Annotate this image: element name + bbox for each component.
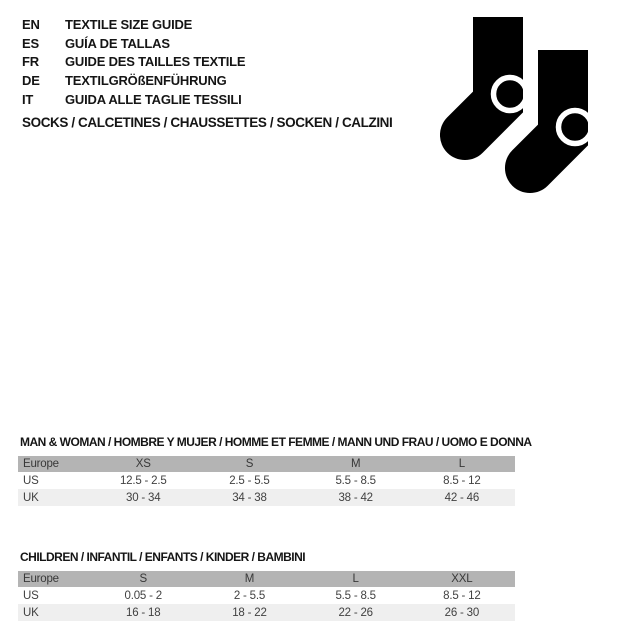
children-size-table — [18, 571, 515, 621]
size-cell: 0.05 - 2 — [124, 589, 162, 602]
children-table-title: CHILDREN / INFANTIL / ENFANTS / KINDER / BAMBINI — [20, 550, 306, 564]
language-row-es — [22, 35, 245, 54]
language-label: GUIDA ALLE TAGLIE TESSILI — [65, 91, 242, 107]
language-code: EN — [22, 17, 40, 32]
size-cell: 26 - 30 — [409, 604, 515, 621]
header-cell-size: L — [409, 456, 515, 472]
region-cell: UK — [18, 604, 90, 621]
language-row-it — [22, 91, 245, 110]
language-label: GUIDE DES TAILLES TEXTILE — [65, 54, 246, 70]
table-row-us — [18, 587, 515, 604]
header-cell-size: XXL — [409, 571, 515, 587]
language-row-fr — [22, 53, 245, 72]
header-cell-size: M — [303, 456, 409, 472]
size-cell: 16 - 18 — [90, 604, 196, 621]
size-cell: 22 - 26 — [303, 604, 409, 621]
language-code: FR — [22, 54, 39, 70]
language-row-en — [22, 16, 245, 35]
language-row-de — [22, 72, 245, 91]
region-cell: US — [23, 474, 39, 487]
size-cell: 8.5 - 12 — [443, 474, 481, 487]
size-cell: 5.5 - 8.5 — [335, 589, 376, 602]
language-label: TEXTILGRÖßENFÜHRUNG — [65, 73, 227, 89]
size-cell: 18 - 22 — [196, 604, 302, 621]
man-woman-table-title: MAN & WOMAN / HOMBRE Y MUJER / HOMME ET FEMME / MANN UND FRAU / UOMO E DONNA — [20, 435, 532, 449]
man-woman-section — [18, 435, 532, 506]
table-header-row — [18, 571, 515, 587]
header-cell-size: M — [196, 571, 302, 587]
socks-icon — [440, 13, 608, 198]
size-cell: 38 - 42 — [303, 489, 409, 506]
language-legend — [22, 16, 245, 110]
table-row-uk — [18, 489, 515, 506]
children-section — [18, 551, 515, 621]
header-cell-region: Europe — [18, 456, 90, 472]
header-cell-region: Europe — [18, 571, 90, 587]
language-label: GUÍA DE TALLAS — [65, 35, 170, 51]
header-cell-size: S — [90, 571, 196, 587]
size-cell: 30 - 34 — [90, 489, 196, 506]
header-cell-size: XS — [90, 456, 196, 472]
table-header-row — [18, 456, 515, 472]
region-cell: US — [23, 589, 39, 602]
region-cell: UK — [18, 489, 90, 506]
size-cell: 2.5 - 5.5 — [229, 474, 270, 487]
size-cell: 8.5 - 12 — [443, 589, 481, 602]
category-title: SOCKS / CALCETINES / CHAUSSETTES / SOCKEN / CALZINI — [22, 115, 393, 130]
header-cell-size: S — [196, 456, 302, 472]
size-cell: 12.5 - 2.5 — [119, 474, 167, 487]
language-code: IT — [22, 91, 34, 107]
size-cell: 5.5 - 8.5 — [335, 474, 376, 487]
language-code: ES — [22, 35, 39, 51]
size-cell: 2 - 5.5 — [233, 589, 266, 602]
size-cell: 42 - 46 — [409, 489, 515, 506]
table-row-us — [18, 472, 515, 489]
table-row-uk — [18, 604, 515, 621]
language-label: TEXTILE SIZE GUIDE — [65, 17, 193, 32]
header-cell-size: L — [303, 571, 409, 587]
language-code: DE — [22, 73, 40, 89]
size-cell: 34 - 38 — [196, 489, 302, 506]
man-woman-size-table — [18, 456, 515, 506]
